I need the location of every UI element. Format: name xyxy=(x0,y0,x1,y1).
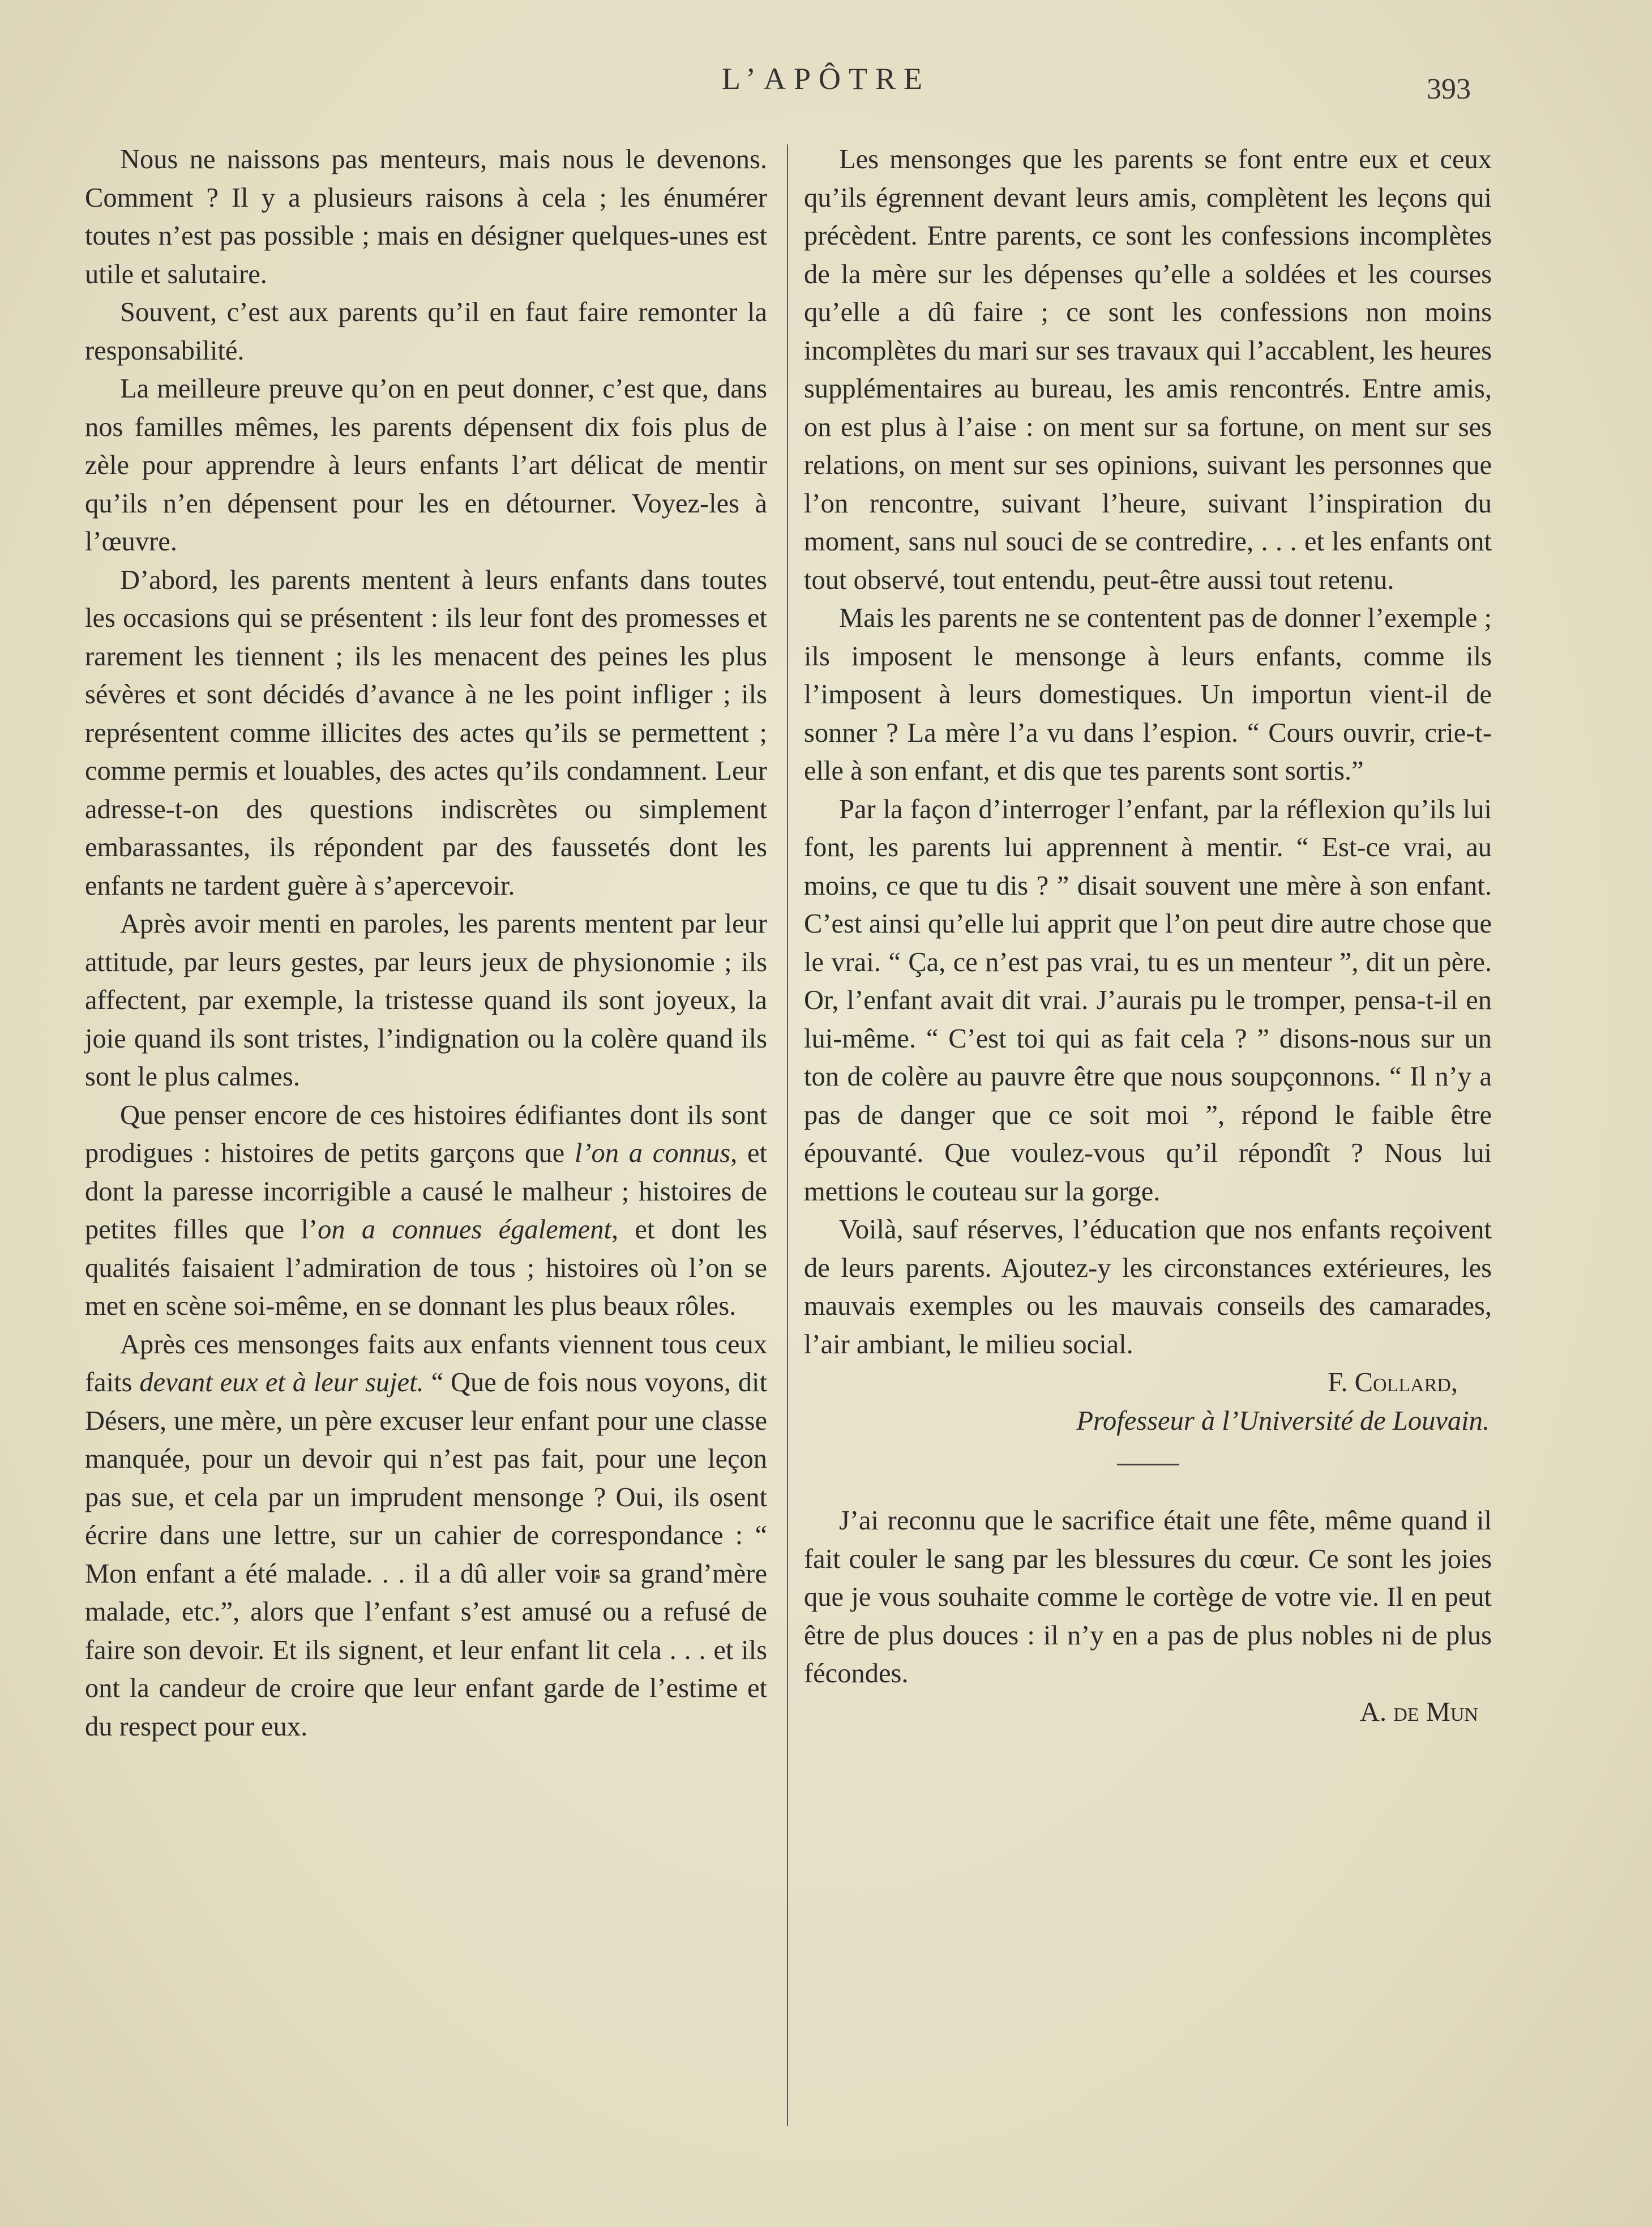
column-divider xyxy=(787,144,788,2126)
text-run: , et dont la paresse incorrigible a causé le malheur ; histoires de petites filles que l’ xyxy=(85,1138,767,1245)
paragraph: Souvent, c’est aux parents qu’il en faut faire remonter la responsabilité. xyxy=(85,297,767,366)
paragraph: Nous ne naissons pas menteurs, mais nous le devenons. Comment ? Il y a plusieurs raisons à cela ; les énumérer toutes n’est pas possible ; mais en désigner quelques-unes est utile et salutaire. xyxy=(85,144,767,289)
author-signature xyxy=(804,1363,1492,1402)
text-run: Après ces mensonges faits aux enfants viennent tous ceux faits xyxy=(85,1329,767,1397)
italic-text-run: l’on a connus xyxy=(574,1138,731,1168)
author-title: Professeur à l’Université de Louvain. xyxy=(1076,1405,1490,1436)
paragraph xyxy=(85,1326,767,1746)
right-column xyxy=(804,140,1492,1731)
paragraph: Mais les parents ne se contentent pas de donner l’exemple ; ils imposent le mensonge à leurs enfants, comme ils l’imposent à leurs domestiques. Un importun vient-il de sonner ? La mère l’a vu dans l’espion. “ Cours ouvrir, crie-t-elle à son enfant, et dis que tes parents sont sortis.” xyxy=(804,603,1492,786)
paragraph: Les mensonges que les parents se font entre eux et ceux qu’ils égrennent devant leurs amis, complètent les leçons qui précèdent. Entre parents, ce sont les confessions incomplètes de la mère sur les dépenses qu’elle a soldées et les courses qu’elle a dû faire ; ce sont les confessions non moins incomplètes du mari sur ses travaux qui l’accablent, les heures supplémentaires au bureau, les amis rencontrés. Entre amis, on est plus à l’aise : on ment sur sa fortune, on ment sur ses relations, on ment sur ses opinions, suivant les personnes que l’on rencontre, suivant l’heure, suivant l’inspiration du moment, sans nul souci de se contredire, . . . et les enfants ont tout observé, tout entendu, peut-être aussi tout retenu. xyxy=(804,144,1492,595)
paragraph: Par la façon d’interroger l’enfant, par la réflexion qu’ils lui font, les parents lui apprennent à mentir. “ Est-ce vrai, au moins, ce que tu dis ? ” disait souvent une mère à son enfant. C’est ainsi qu’elle lui apprit que l’on peut dire autre chose que le vrai. “ Ça, ce n’est pas vrai, tu es un menteur ”, dit un père. Or, l’enfant avait dit vrai. J’aurais pu le tromper, pensa-t-il en lui-même. “ C’est toi qui as fait cela ? ” disons-nous sur un ton de colère au pauvre être que nous soupçonnons. “ Il n’y a pas de danger que ce soit moi ”, répond le faible être épouvanté. Que voulez-vous qu’il répondît ? Nous lui mettions le couteau sur la gorge. xyxy=(804,794,1492,1207)
paragraph: Voilà, sauf réserves, l’éducation que nos enfants reçoivent de leurs parents. Ajoutez-y les circonstances extérieures, les mauvais exemples ou les mauvais conseils des camarades, l’air ambiant, le milieu social. xyxy=(804,1215,1492,1360)
paragraph xyxy=(85,1096,767,1326)
paragraph: La meilleure preuve qu’on en peut donner, c’est que, dans nos familles mêmes, les parents dépensent dix fois plus de zèle pour apprendre à leurs enfants l’art délicat de mentir qu’ils n’en dépensent pour les en détourner. Voyez-les à l’œuvre. xyxy=(85,374,767,557)
author-affiliation xyxy=(804,1402,1492,1441)
quote-paragraph: J’ai reconnu que le sacrifice était une fête, même quand il fait couler le sang par les blessures du cœur. Ce sont les joies que je vous souhaite comme le cortège de votre vie. Il en peut être de plus douces : il n’y en a pas de plus nobles ni de plus fécondes. xyxy=(804,1506,1492,1689)
paragraph: Après avoir menti en paroles, les parents mentent par leur attitude, par leurs gestes, par leurs jeux de physionomie ; ils affectent, par exemple, la tristesse quand ils sont joyeux, la joie quand ils sont tristes, l’indignation ou la colère quand ils sont le plus calmes. xyxy=(85,909,767,1092)
section-separator xyxy=(1117,1464,1179,1465)
quote-author: A. de Mun xyxy=(1360,1696,1478,1727)
text-run: Que penser encore de ces histoires édifiantes dont ils sont prodigues : histoires de petits garçons que xyxy=(85,1100,767,1168)
text-run: “ Que de fois nous voyons, dit Désers, une mère, un père excuser leur enfant pour une classe manquée, pour un devoir qui n’est pas fait, pour une leçon pas sue, et cela par un imprudent mensonge ? Oui, ils osent écrire dans une lettre, sur un cahier de correspondance : “ Mon enfant a été malade. . . il a dû aller voir sa grand’mère malade, etc.”, alors que l’enfant s’est amusé ou a refusé de faire son devoir. Et ils signent, et leur enfant lit cela . . . et ils ont la candeur de croire que leur enfant garde de l’estime et du respect pour eux. xyxy=(85,1367,767,1742)
italic-text-run: devant eux et à leur sujet. xyxy=(139,1367,424,1397)
left-column xyxy=(85,140,767,1746)
author-name: F. Collard, xyxy=(1328,1367,1458,1397)
italic-text-run: on a connues également xyxy=(318,1215,611,1245)
page-number: 393 xyxy=(1427,73,1471,105)
running-title: L’APÔTRE xyxy=(721,62,931,96)
text-run: , et dont les qualités faisaient l’admiration de tous ; histoires où l’on se met en scène soi-même, en se donnant les plus beaux rôles. xyxy=(85,1215,768,1321)
paragraph: D’abord, les parents mentent à leurs enfants dans toutes les occasions qui se présentent : ils leur font des promesses et rarement les tiennent ; ils les menacent des peines les plus sévères et sont décidés d’avance à ne les point infliger ; ils représentent comme illicites des actes qu’ils se permettent ; comme permis et louables, des actes qu’ils condamnent. Leur adresse-t-on des questions indiscrètes ou simplement embarassantes, ils répondent par des faussetés dont les enfants ne tardent guère à s’apercevoir. xyxy=(85,565,767,901)
